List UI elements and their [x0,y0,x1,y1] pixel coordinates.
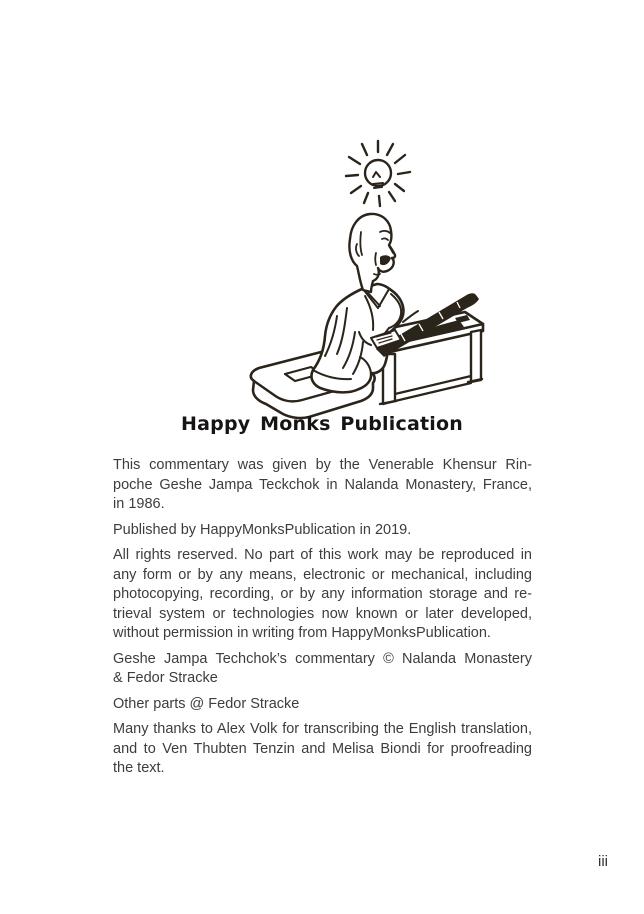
text-line: Many thanks to Alex Volk for transcribing the English translation, [113,721,532,737]
text-line: the text. [113,760,165,776]
monk-reading-illustration [243,136,493,436]
paragraph [113,546,532,644]
monk-figure [311,214,418,392]
text-line: All rights reserved. No part of this work may be reproduced in [113,547,532,563]
text-line: and to Ven Thubten Tenzin and Melisa Biondi for proofreading [113,740,532,757]
text-line: trieval system or technologies now known or later developed, [113,605,532,622]
lightbulb-icon [346,141,410,206]
page-number: iii [598,853,608,870]
paragraph [113,720,532,779]
publisher-name: Happy Monks Publication [181,413,463,435]
paragraph [113,695,532,715]
text-line: photocopying, recording, or by any information storage and re- [113,586,532,602]
text-line: any form or by any means, electronic or mechanical, including [113,566,532,583]
paragraph [113,456,532,515]
paragraph [113,521,532,541]
text-line: Geshe Jampa Techchok’s commentary © Nalanda Monastery [113,650,532,667]
copyright-text [113,456,532,779]
text-line: poche Geshe Jampa Teckchok in Nalanda Monastery, France, [113,476,532,493]
paragraph [113,650,532,689]
text-line: This commentary was given by the Venerable Khensur Rin- [113,457,532,473]
text-line: in 1986. [113,496,165,512]
text-line: Published by HappyMonksPublication in 2019. [113,521,412,538]
text-line: Other parts @ Fedor Stracke [113,695,300,712]
publisher-illustration [243,136,493,436]
text-line: without permission in writing from HappyMonksPublication. [113,625,491,641]
text-line: & Fedor Stracke [113,670,218,686]
